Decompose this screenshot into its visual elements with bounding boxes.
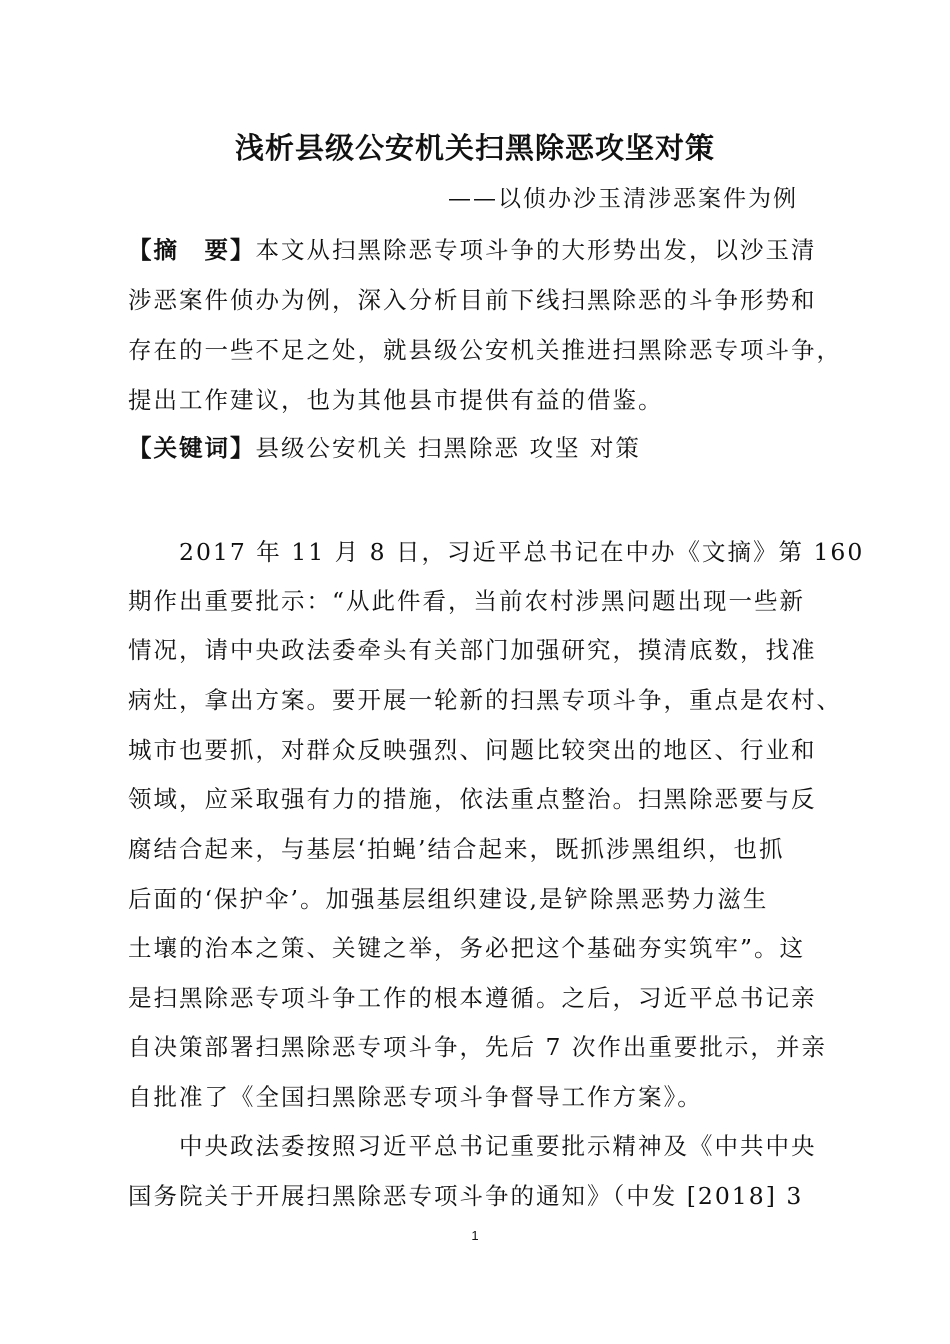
body-line: 自批准了《全国扫黑除恶专项斗争督导工作方案》。: [128, 1083, 703, 1111]
document-title: 浅析县级公安机关扫黑除恶攻坚对策: [234, 131, 715, 165]
body-line: 中央政法委按照习近平总书记重要批示精神及《中共中央: [128, 1132, 817, 1160]
body-line: 自决策部署扫黑除恶专项斗争，先后 7 次作出重要批示，并亲: [128, 1033, 827, 1061]
page-number: 1: [471, 1228, 479, 1243]
abstract-line-1: [128, 231, 848, 269]
body-line: 土壤的治本之策、关键之举，务必把这个基础夯实筑牢”。这: [128, 934, 806, 962]
keywords-text: 县级公安机关 扫黑除恶 攻坚 对策: [255, 434, 641, 462]
document-subtitle: ——以侦办沙玉清涉恶案件为例: [448, 186, 798, 212]
body-line: 期作出重要批示：“从此件看，当前农村涉黑问题出现一些新: [128, 587, 806, 615]
body-line: 腐结合起来，与基层‘拍蝇’结合起来，既抓涉黑组织，也抓: [128, 835, 785, 863]
abstract-line-4: 提出工作建议，也为其他县市提供有益的借鉴。: [128, 386, 664, 414]
keywords-line: [128, 429, 848, 467]
body-line: 2017 年 11 月 8 日，习近平总书记在中办《文摘》第 160: [128, 538, 865, 566]
body-line: 领域，应采取强有力的措施，依法重点整治。扫黑除恶要与反: [128, 785, 817, 813]
body-line: 病灶，拿出方案。要开展一轮新的扫黑专项斗争，重点是农村、: [128, 686, 842, 714]
body-line: 是扫黑除恶专项斗争工作的根本遵循。之后，习近平总书记亲: [128, 984, 817, 1012]
abstract-line-2: 涉恶案件侦办为例，深入分析目前下线扫黑除恶的斗争形势和: [128, 286, 817, 314]
body-line: 国务院关于开展扫黑除恶专项斗争的通知》（中发 [2018] 3: [128, 1182, 804, 1210]
abstract-text: 本文从扫黑除恶专项斗争的大形势出发，以沙玉清: [255, 236, 817, 264]
keywords-label: 【关键词】: [128, 434, 256, 462]
abstract-line-3: 存在的一些不足之处，就县级公安机关推进扫黑除恶专项斗争，: [128, 336, 842, 364]
body-line: 情况，请中央政法委牵头有关部门加强研究，摸清底数，找准: [128, 636, 817, 664]
body-line: 后面的‘保护伞’。加强基层组织建设,是铲除黑恶势力滋生: [128, 885, 769, 913]
abstract-label: 【摘 要】: [128, 236, 256, 264]
body-line: 城市也要抓，对群众反映强烈、问题比较突出的地区、行业和: [128, 736, 817, 764]
